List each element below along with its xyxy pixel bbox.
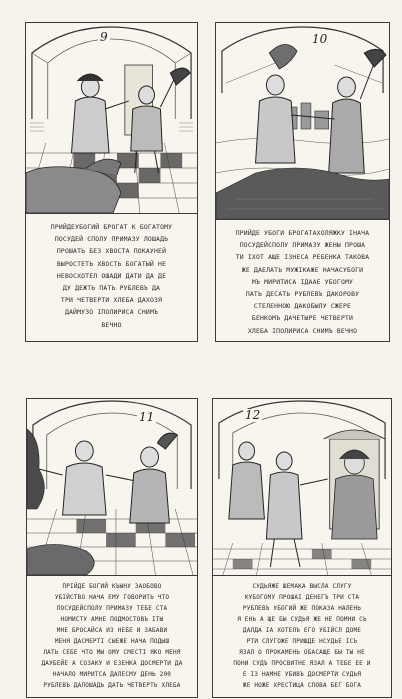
panel-caption: ПРИЙДЕУБОГИЙ БРОГАТ К БОГАТОМУ ПОСУДЕЙ СПОЛУ ПРИМАЗУ ЛОШАДЬ ПРОШАТЬ БЕЗ ХВОСТА ПОКАУНЕЙ ВЫРОСТЕТЬ ХВОСТЬ БОГАТЫЙ НЕ НЕВОСХОТЕЛ ОШАДИ ДАТИ ДА ДЕ ДУ ДЕЖТЬ ПАТЬ РУБЛЕВЪ ДА ТРИ ЧЕТВЕРТИ ХЛЕБА ДАХОЗЯ ДАЙМУЗО ІПОЛИРИСА СНИМЪ ВЕЧНО (50, 223, 173, 329)
panel-10 (215, 22, 390, 342)
panel-number: 9 (100, 30, 108, 44)
panel-number: 11 (139, 410, 155, 424)
panel-number: 12 (245, 408, 261, 422)
panel-11 (26, 398, 198, 698)
panel-12 (212, 398, 392, 698)
panel-10-illustration (216, 23, 389, 220)
panel-9-illustration (26, 23, 197, 214)
panel-caption: СУДЬЯЖЕ ШЕМАКА ВЫСЛА СЛУГУ КУБОГОМУ ПРОШАІ ДЕНЕГЪ ТРИ СТА РУБЛЕВЪ УБОГИЙ ЖЕ ПОКАЗА НАЛЕНЬ Я ЕНЬ А ЩЕ БЫ СУДЬЯ ЖЕ НЕ ПОМНИ СЬ ДАЛДА ІА ХОТЕЛЪ ЕГО УБІЙСЛ ДОМЕ РТИ СЛУГОЖЕ ПРИШДЕ НСУДЬЕ ІСЪ ЯЗАЛ О ПРОКАМЕНЬ ОБАСАЩЕ БЫ ТЫ НЕ ПОНИ СУДЪ ПРОСВИТНЕ ЯЗАЛ А ТЕБЕ ЕЕ И Е ІЗ НАМНЕ УБИВЪ ДОСМЕРТИ СУДЬЯ ЖЕ НОЖЕ ХРЕСТИЦА СЛОВА БЕГ БОГА (233, 583, 371, 689)
panel-caption: ПРИЙДЕ УБОГИ БРОГАТАХОЛЯЖКУ ІНАЧА ПОСУДЕЙСПОЛУ ПРИМАЗУ ЖЕНЫ ПРОША ТИ ІХОТ АЩЕ ІЗНЕСА РЕБЕНКА ТАКОВА ЖЕ ДАЕЛАТЬ МУЖІКАЖЕ НАЧАСУБОГИ МЪ МИРИТИСА ІДААЕ УБОГОМУ ПАТЬ ДЕСАТЬ РУБЛЕВЪ ДАКОРОВУ СТЕЛЕННОЮ ДАКОБЫЛУ СЖЕРЕ БЕНКОМЪ ДАЧЕТЫРЕ ЧЕТВЕРТИ ХЛЕБА ІПОЛИРИСА СНИМЪ ВЕЧНО (235, 229, 370, 335)
panel-12-illustration (213, 399, 391, 576)
panel-number: 10 (312, 32, 328, 46)
panel-11-illustration (27, 399, 197, 576)
panel-9 (25, 22, 198, 342)
panel-caption: ПРІЙДЕ БОГИЙ КЪЫНУ ЗАОБОВО УБІЙСТВО НАЧА ЕМУ ГОВОРИТЬ ЧТО ПОСУДЕЙСПОЛУ ПРИМАЗУ ТЕБЕ СТА НОМИСТУ АМНЕ ПОДМОСТОВЪ ІТЫ МНЕ БРОСАЙСА ИЗ НЕБЕ И ЗАБАВИ МЕНЯ ДАСМЕРТІ СЫЕЖЕ НАЧА ПОДЫШ ЛАТЬ СЕБЕ ЧТО МЫ ОМУ СМЕСТІ ЯКО МЕНЯ ДАУБЕЙЕ А СОЗАКУ И ЕЗЕНКА ДОСМЕРТИ ДА НАЧАЛО МИРИТСА ДАЛЕСМУ ДЕНЬ 200 РУБЛЕВЪ ДАЛОШАДЬ ДАТЬ ЧЕТВЕРТЬ ХЛЕБА (41, 583, 183, 689)
